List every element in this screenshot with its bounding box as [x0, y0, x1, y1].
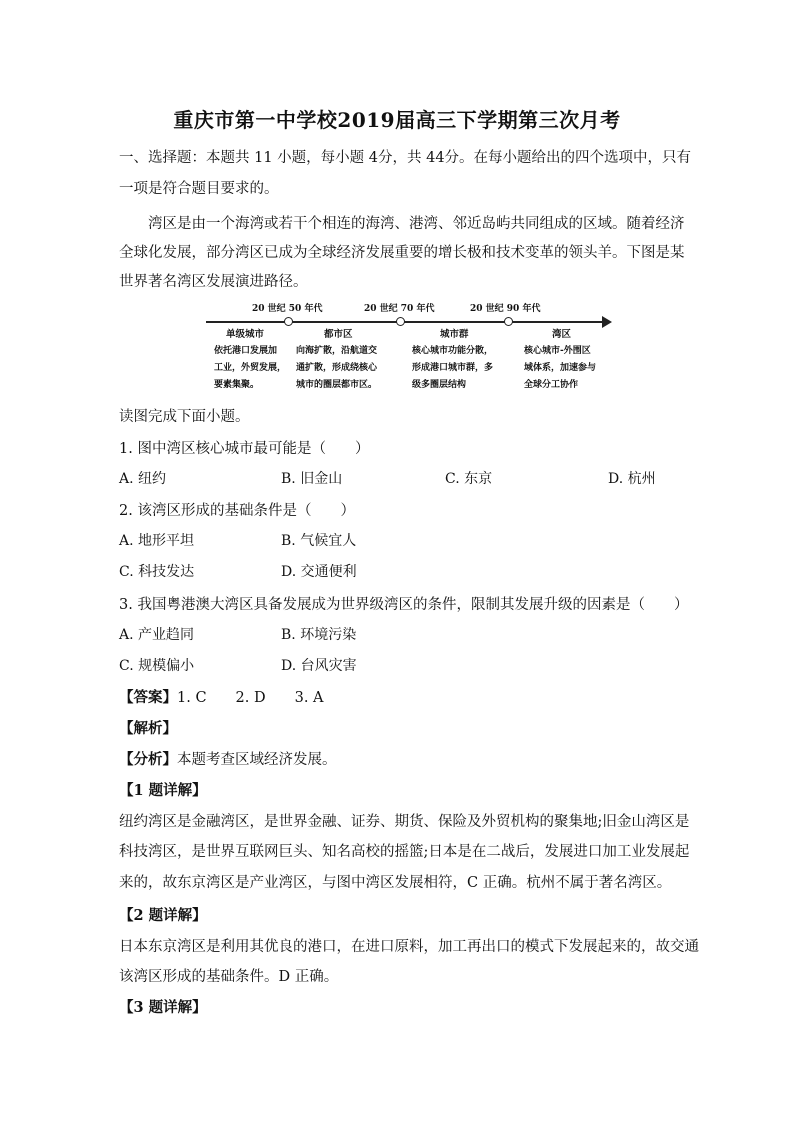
- q2-option-d: D. 交通便利: [281, 564, 357, 580]
- analysis-label: 【分析】: [119, 751, 177, 768]
- stage-desc-2: [296, 343, 377, 394]
- q3-option-a: A. 产业趋同: [119, 627, 195, 643]
- detail-2-line2: 该湾区形成的基础条件。D 正确。: [119, 969, 339, 985]
- detail-2-heading: 【2 题详解】: [119, 907, 207, 924]
- timeline-node-3: [504, 317, 513, 326]
- stage-label-2: 都市区: [324, 329, 353, 340]
- stage-desc-4-line: 域体系，加速参与: [524, 363, 597, 373]
- q1-option-a: A. 纽约: [119, 471, 167, 487]
- stage-label-3: 城市群: [440, 329, 469, 340]
- intro-line3: 世界著名湾区发展演进路径。: [119, 274, 308, 290]
- question-1-stem: 1. 图中湾区核心城市最可能是（ ）: [119, 441, 370, 457]
- answer-label: 【答案】: [119, 689, 177, 706]
- timeline-node-1: [284, 317, 293, 326]
- stage-desc-4: [524, 343, 596, 394]
- q1-option-d: D. 杭州: [608, 471, 656, 487]
- q2-option-a: A. 地形平坦: [119, 533, 195, 549]
- stage-label-4: 湾区: [552, 329, 572, 340]
- answer-text: 1. C 2. D 3. A: [177, 690, 324, 706]
- analysis-text: 本题考查区域经济发展。: [177, 752, 337, 768]
- question-3-stem: 3. 我国粤港澳大湾区具备发展成为世界级湾区的条件，限制其发展升级的因素是（ ）: [119, 597, 689, 613]
- section-instruction-line2: 一项是符合题目要求的。: [119, 181, 279, 197]
- intro-line1: 湾区是由一个海湾或若干个相连的海湾、港湾、邻近岛屿共同组成的区域。随着经济: [148, 216, 685, 232]
- stage-desc-1-line: 要素集聚。: [214, 380, 260, 390]
- stage-desc-1: [214, 343, 286, 394]
- section-instruction-line1: 一、选择题：本题共 11 小题，每小题 4分，共 44分。在每小题给出的四个选项中，只有: [119, 150, 692, 166]
- q3-option-b: B. 环境污染: [281, 627, 357, 643]
- stage-desc-3: [412, 343, 493, 394]
- detail-1-heading: 【1 题详解】: [119, 782, 207, 799]
- stage-desc-3-line: 形成港口城市群，多: [412, 363, 494, 373]
- detail-1-line3: 来的，故东京湾区是产业湾区，与图中湾区发展相符，C 正确。杭州不属于著名湾区。: [119, 875, 672, 891]
- detail-1-line2: 科技湾区，是世界互联网巨头、知名高校的摇篮;日本是在二战后，发展进口加工业发展起: [119, 844, 690, 860]
- q1-option-b: B. 旧金山: [281, 471, 343, 487]
- read-prompt: 读图完成下面小题。: [119, 409, 250, 425]
- timeline-axis: [206, 321, 606, 323]
- stage-desc-3-line: 级多圈层结构: [412, 380, 467, 390]
- intro-line2: 全球化发展，部分湾区已成为全球经济发展重要的增长极和技术变革的领头羊。下图是某: [119, 245, 685, 261]
- stage-desc-4-line: 核心城市-外围区: [524, 346, 591, 356]
- page-title: 重庆市第一中学校2019届高三下学期第三次月考: [173, 108, 621, 132]
- bay-area-evolution-diagram: [198, 296, 618, 400]
- detail-2-line1: 日本东京湾区是利用其优良的港口，在进口原料，加工再出口的模式下发展起来的，故交通: [119, 939, 699, 955]
- era-label-3: 20 世纪 90 年代: [470, 304, 541, 314]
- analysis-line: [119, 748, 337, 769]
- q3-option-d: D. 台风灾害: [281, 658, 357, 674]
- stage-desc-2-line: 向海扩散，沿航道交: [296, 346, 378, 356]
- q3-option-c: C. 规模偏小: [119, 658, 195, 674]
- stage-desc-4-line: 全球分工协作: [524, 380, 579, 390]
- stage-desc-3-line: 核心城市功能分散，: [412, 346, 494, 356]
- detail-1-line1: 纽约湾区是金融湾区，是世界金融、证券、期货、保险及外贸机构的聚集地;旧金山湾区是: [119, 814, 690, 830]
- q1-option-c: C. 东京: [445, 471, 493, 487]
- detail-3-heading: 【3 题详解】: [119, 999, 207, 1016]
- stage-desc-2-line: 城市的圈层都市区。: [296, 380, 378, 390]
- q2-option-b: B. 气候宜人: [281, 533, 357, 549]
- timeline-node-2: [396, 317, 405, 326]
- question-2-stem: 2. 该湾区形成的基础条件是（ ）: [119, 503, 355, 519]
- stage-desc-1-line: 依托港口发展加: [214, 346, 278, 356]
- era-label-2: 20 世纪 70 年代: [364, 304, 435, 314]
- era-label-1: 20 世纪 50 年代: [252, 304, 323, 314]
- stage-desc-2-line: 通扩散，形成绕核心: [296, 363, 378, 373]
- stage-desc-1-line: 工业，外贸发展，: [214, 363, 287, 373]
- stage-label-1: 单级城市: [226, 329, 265, 340]
- q2-option-c: C. 科技发达: [119, 564, 195, 580]
- timeline-arrow: [602, 316, 612, 328]
- analysis-heading: 【解析】: [119, 720, 177, 737]
- answer-line: [119, 686, 324, 707]
